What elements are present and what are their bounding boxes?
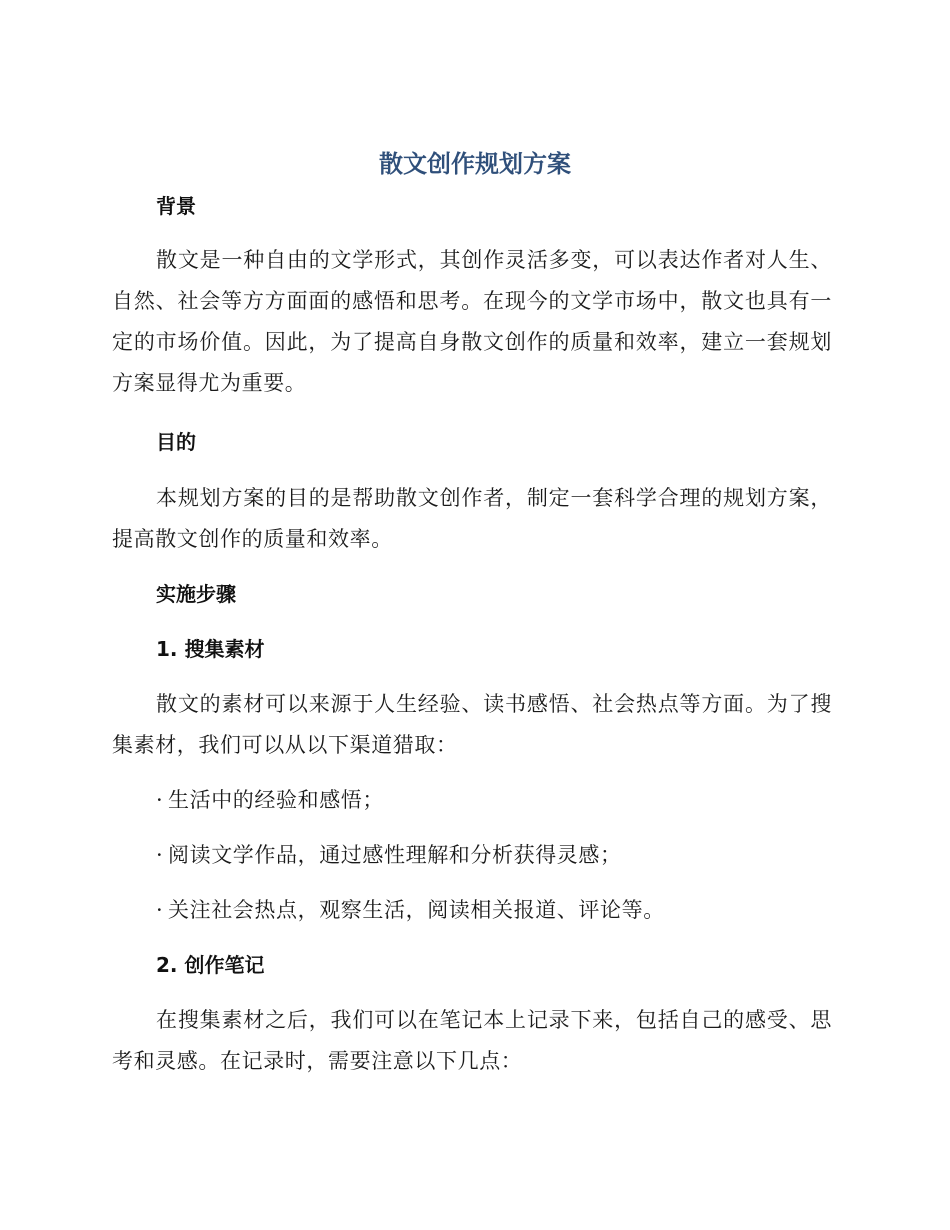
section-heading-background: 背景 [156,194,196,218]
step2-paragraph: 在搜集素材之后，我们可以在笔记本上记录下来，包括自己的感受、思考和灵感。在记录时，需要注意以下几点： [112,1008,832,1073]
list-item [156,785,384,815]
list-item-text: 阅读文学作品，通过感性理解和分析获得灵感； [168,843,622,867]
list-item [156,895,665,925]
bullet-marker: · [156,843,164,867]
step1-paragraph: 散文的素材可以来源于人生经验、读书感悟、社会热点等方面。为了搜集素材，我们可以从以下渠道猎取： [112,692,832,757]
list-item-text: 生活中的经验和感悟； [168,788,384,812]
section-heading-steps: 实施步骤 [156,582,236,606]
section-heading-purpose: 目的 [156,430,196,454]
bullet-marker: · [156,788,164,812]
step1-heading: 1. 搜集素材 [156,637,265,661]
list-item-text: 关注社会热点，观察生活，阅读相关报道、评论等。 [168,898,665,922]
document-title: 散文创作规划方案 [379,150,571,178]
step2-heading: 2. 创作笔记 [156,953,265,977]
background-paragraph: 散文是一种自由的文学形式，其创作灵活多变，可以表达作者对人生、自然、社会等方方面面的感悟和思考。在现今的文学市场中，散文也具有一定的市场价值。因此，为了提高自身散文创作的质量和效率，建立一套规划方案显得尤为重要。 [112,248,832,395]
purpose-paragraph: 本规划方案的目的是帮助散文创作者，制定一套科学合理的规划方案，提高散文创作的质量和效率。 [112,486,832,551]
list-item [156,840,622,870]
bullet-marker: · [156,898,164,922]
